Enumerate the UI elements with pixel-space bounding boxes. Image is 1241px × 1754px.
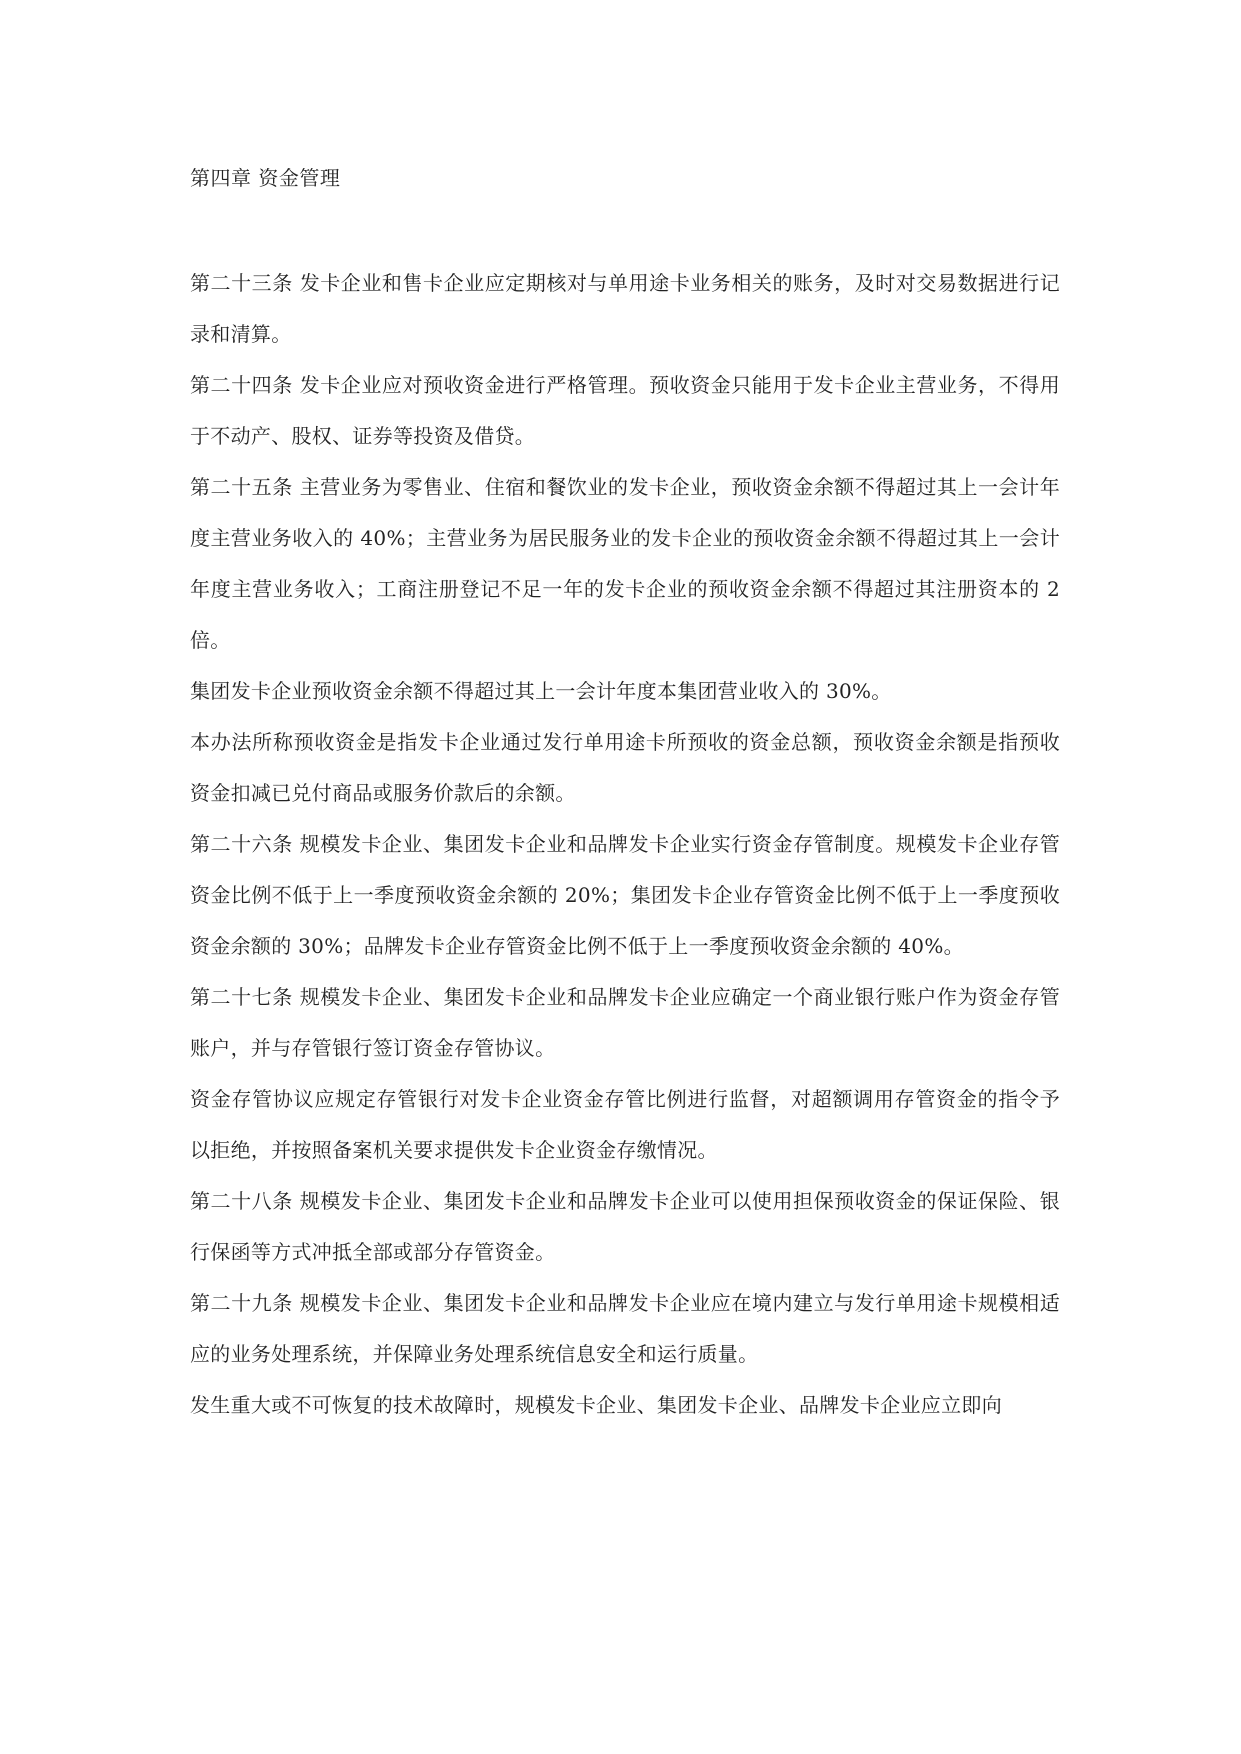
paragraph-article-26: 第二十六条 规模发卡企业、集团发卡企业和品牌发卡企业实行资金存管制度。规模发卡企业存管资金比例不低于上一季度预收资金余额的 20%；集团发卡企业存管资金比例不低于上一季度预收资金余额的 30%；品牌发卡企业存管资金比例不低于上一季度预收资金余额的 40%。 [190, 832, 1060, 958]
paragraph-article-25: 第二十五条 主营业务为零售业、住宿和餐饮业的发卡企业，预收资金余额不得超过其上一会计年度主营业务收入的 40%；主营业务为居民服务业的发卡企业的预收资金余额不得超过其上一会计年度主营业务收入；工商注册登记不足一年的发卡企业的预收资金余额不得超过其注册资本的 2 倍。 [190, 475, 1060, 652]
paragraph-article-23: 第二十三条 发卡企业和售卡企业应定期核对与单用途卡业务相关的账务，及时对交易数据进行记录和清算。 [190, 271, 1060, 346]
paragraph-article-24: 第二十四条 发卡企业应对预收资金进行严格管理。预收资金只能用于发卡企业主营业务，不得用于不动产、股权、证券等投资及借贷。 [190, 373, 1060, 448]
paragraph-article-29: 第二十九条 规模发卡企业、集团发卡企业和品牌发卡企业应在境内建立与发行单用途卡规模相适应的业务处理系统，并保障业务处理系统信息安全和运行质量。 [190, 1291, 1060, 1366]
chapter-title: 第四章 资金管理 [190, 166, 341, 190]
paragraph-prepaid-definition: 本办法所称预收资金是指发卡企业通过发行单用途卡所预收的资金总额，预收资金余额是指预收资金扣减已兑付商品或服务价款后的余额。 [190, 730, 1060, 805]
document-body [190, 160, 1060, 1431]
paragraph-article-28: 第二十八条 规模发卡企业、集团发卡企业和品牌发卡企业可以使用担保预收资金的保证保险、银行保函等方式冲抵全部或部分存管资金。 [190, 1189, 1060, 1264]
paragraph-group-prepaid-limit: 集团发卡企业预收资金余额不得超过其上一会计年度本集团营业收入的 30%。 [190, 679, 892, 703]
paragraph-custody-agreement: 资金存管协议应规定存管银行对发卡企业资金存管比例进行监督，对超额调用存管资金的指令予以拒绝，并按照备案机关要求提供发卡企业资金存缴情况。 [190, 1087, 1060, 1162]
paragraph-article-27: 第二十七条 规模发卡企业、集团发卡企业和品牌发卡企业应确定一个商业银行账户作为资金存管账户，并与存管银行签订资金存管协议。 [190, 985, 1060, 1060]
paragraph-technical-failure: 发生重大或不可恢复的技术故障时，规模发卡企业、集团发卡企业、品牌发卡企业应立即向 [190, 1393, 1002, 1417]
